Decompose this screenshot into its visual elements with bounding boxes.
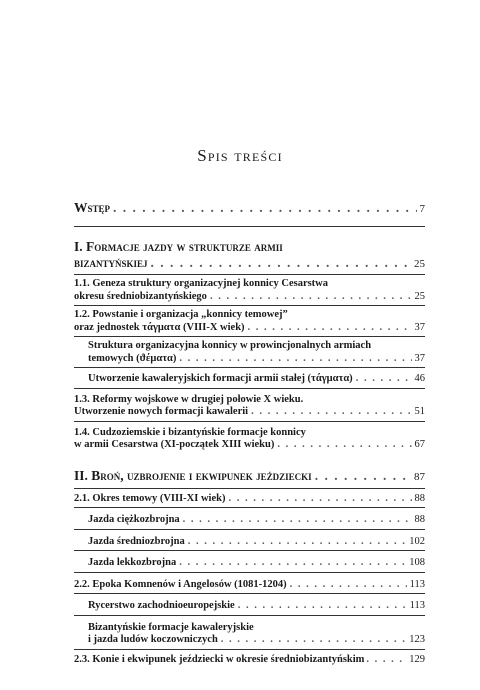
toc-entry-label: 2.2. Epoka Komnenów i Angelosów (1081-1204) [74, 578, 287, 590]
toc-entry-label: temowych (ϑέματα) [88, 352, 177, 364]
toc-entry-label: bizantyńskiej [74, 255, 148, 270]
toc-page-number: 123 [409, 634, 425, 645]
toc-entry-label: Jazda ciężkozbrojna [88, 514, 180, 525]
toc-entry-label: Jazda lekkozbrojna [88, 557, 177, 568]
toc-entry-label: Struktura organizacyjna konnicy w prowincjonalnych armiach [88, 340, 372, 351]
section-divider [74, 226, 425, 227]
toc-entry-heavy-cavalry[interactable] [74, 514, 425, 530]
toc-entry-label: Utworzenie nowych formacji kawalerii [74, 406, 249, 417]
toc-page-number: 113 [409, 600, 425, 611]
toc-page-number: 46 [414, 373, 425, 384]
toc-entry-medium-cavalry[interactable] [74, 536, 425, 552]
toc-entry-label: okresu średniobizantyńskiego [74, 290, 207, 302]
table-of-contents [74, 200, 425, 666]
toc-entry-tagmata[interactable] [74, 373, 425, 389]
toc-entry-label: 1.3. Reformy wojskowe w drugiej połowie X wieku. [74, 393, 304, 405]
toc-entry-label: Jazda średniozbrojna [88, 535, 185, 547]
toc-page-number: 25 [414, 290, 425, 302]
toc-page-number: 7 [419, 203, 425, 215]
toc-page-number: 67 [414, 439, 425, 450]
toc-page-number: 37 [414, 352, 425, 364]
toc-entry-label: 1.2. Powstanie i organizacja „konnicy temowej” [74, 309, 288, 320]
toc-page-number: 113 [409, 578, 425, 590]
toc-entry-1-1[interactable] [74, 278, 425, 306]
toc-entry-label: oraz jednostek τάγματα (VIII-X wiek) [74, 321, 245, 333]
toc-entry-1-4[interactable] [74, 427, 425, 452]
toc-entry-label: 1.4. Cudzoziemskie i bizantyńskie formacje konnicy [74, 426, 306, 438]
toc-entry-label: Bizantyńskie formacje kawaleryjskie [88, 621, 254, 633]
toc-entry-chapter-2[interactable] [74, 468, 425, 489]
toc-entry-1-3[interactable] [74, 394, 425, 422]
toc-page-number: 87 [414, 470, 425, 483]
toc-entry-chapter-1[interactable] [74, 239, 425, 275]
toc-entry-label: I. Formacje jazdy w strukturze armii [74, 239, 283, 254]
toc-entry-label: Utworzenie kawaleryjskich formacji armii stałej (τάγματα) [88, 373, 353, 384]
toc-entry-label: Wstęp [74, 200, 111, 215]
toc-entry-light-cavalry[interactable] [74, 557, 425, 573]
toc-page-number: 102 [409, 535, 425, 547]
toc-page-number: 129 [409, 653, 425, 665]
toc-entry-2-1[interactable] [74, 493, 425, 509]
toc-entry-label: 1.1. Geneza struktury organizacyjnej konnicy Cesarstwa [74, 278, 329, 289]
toc-entry-nomad-cavalry[interactable] [74, 622, 425, 650]
toc-entry-western-knights[interactable] [74, 600, 425, 616]
toc-page-number: 51 [414, 406, 425, 417]
toc-entry-wstep[interactable] [74, 200, 425, 216]
toc-entry-2-2[interactable] [74, 579, 425, 595]
toc-page-number: 88 [414, 492, 425, 504]
toc-entry-label: 2.1. Okres temowy (VIII-XI wiek) [74, 492, 226, 504]
toc-entry-label: Rycerstwo zachodnioeuropejskie [88, 600, 235, 611]
toc-entry-label: w armii Cesarstwa (XI-początek XIII wieku) [74, 439, 275, 450]
toc-entry-1-2[interactable] [74, 309, 425, 337]
toc-page-number: 37 [414, 321, 425, 333]
toc-entry-themata[interactable] [74, 340, 425, 368]
toc-page-number: 88 [414, 514, 425, 525]
toc-entry-2-3[interactable] [74, 654, 425, 667]
toc-page-number: 25 [414, 258, 425, 270]
toc-entry-label: II. Broń, uzbrojenie i ekwipunek jeździecki [74, 467, 312, 483]
page-title: Spis treści [197, 146, 283, 165]
toc-entry-label: i jazda ludów koczowniczych [88, 634, 218, 645]
toc-entry-label: 2.3. Konie i ekwipunek jeździecki w okresie średniobizantyńskim [74, 653, 365, 665]
toc-page-number: 108 [409, 557, 425, 568]
